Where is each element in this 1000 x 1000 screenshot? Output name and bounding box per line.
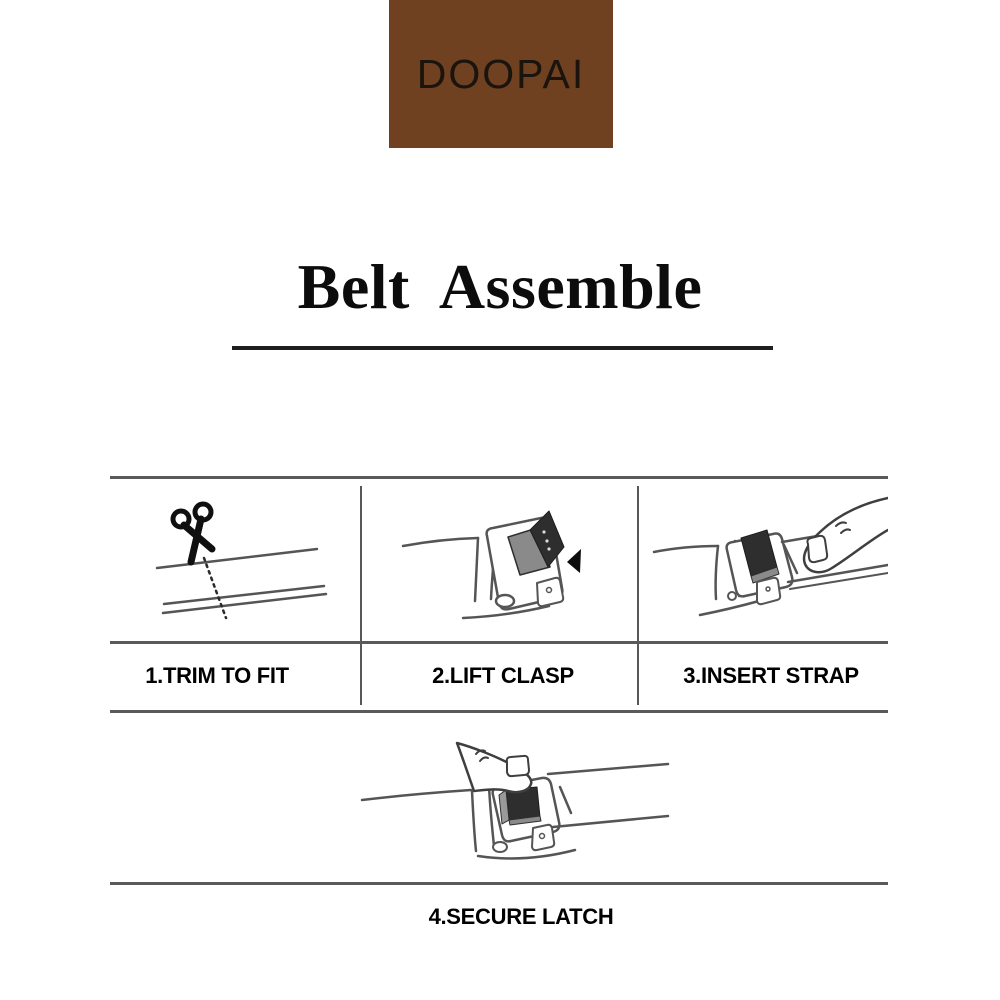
fingernail [807,536,827,562]
step1-illustration [110,478,360,640]
finger [804,498,888,572]
brand-logo-text: DOOPAI [416,50,586,97]
belt-strap-left [654,546,718,552]
strap-mark [560,787,571,813]
belt-strap-left [403,538,478,546]
buckle-loop [493,842,507,852]
belt-strap-left [362,790,471,800]
strap-edge-1 [472,791,476,851]
page-title: Belt Assemble [297,251,703,322]
grid-line-bottom [110,882,888,885]
step3-illustration [638,478,888,640]
step2-label: 2.LIFT CLASP [432,663,574,688]
title-underline [232,346,773,350]
step4-illustration [350,714,670,880]
fingernail [507,756,529,776]
step3-label: 3.INSERT STRAP [683,663,859,688]
buckle-loop [728,592,736,600]
lift-direction-arrow-icon [567,549,581,573]
step1-label: 1.TRIM TO FIT [145,663,289,688]
buckle-loop [496,595,514,607]
grid-line-labels-bottom [110,710,888,713]
belt-lines [157,549,326,613]
strap-right [548,764,668,827]
strap-edge-1 [475,538,478,601]
strap-edge-1 [716,546,718,599]
belt-strap-tail [700,601,759,615]
grid-line-middle [110,641,888,644]
scissors-icon [173,504,212,562]
step4-label: 4.SECURE LATCH [428,904,614,929]
step2-illustration [361,478,637,640]
finger [457,743,531,792]
brand-logo-box [389,0,613,148]
belt-strap-tail [478,850,575,858]
